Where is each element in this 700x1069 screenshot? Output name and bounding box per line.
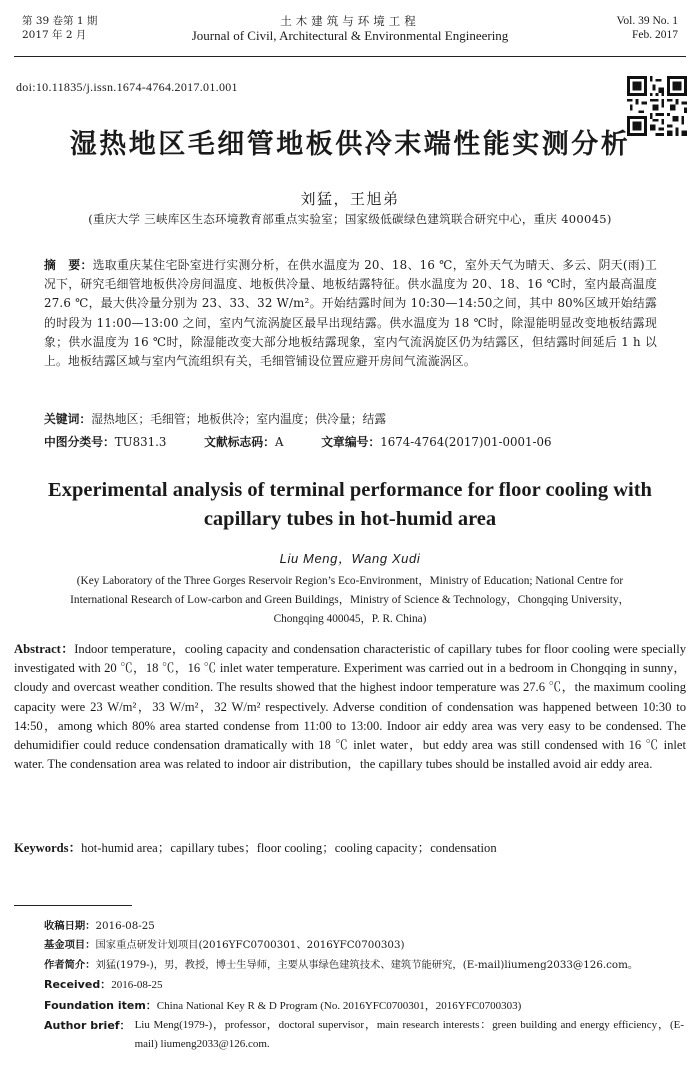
- affiliation-en: (Key Laboratory of the Three Gorges Reservoir Region’s Eco-Environment，Ministry of Education; National Centre for International Research of Low-carbon and Green Buildings，Ministry of Science & Technology，Chongqing University，Chongqing 400045，P. R. China): [70, 575, 630, 626]
- journal-header: [22, 14, 678, 54]
- abstract-en-text: Indoor temperature，cooling capacity and condensation characteristic of capillary tubes for floor cooling were specially investigated with 20 ℃，18 ℃，16 ℃ inlet water temperature. Experiment was carried out in a bedroom in Chongqing in sunny，cloudy and overcast weather condition. The results showed that the highest indoor temperature was 27.6 ℃，the maximum cooling capacity were 23 W/m²，33 W/m²，32 W/m² respectively. Adverse condition of condensation was happened between 10:30 to 14:50，among which 80% area started condense from 11:00 to 13:00. Indoor air eddy area was very easy to be condensed. The dehumidifier could reduce condensation dramatically with 18 ℃ inlet water，but eddy area was still condensed with 16 ℃ inlet water. The condensation area was related to indoor air distribution，the capillary tubes should be installed avoid air eddy area.: [14, 642, 686, 772]
- classification-line: [44, 433, 664, 450]
- doi[interactable]: doi:10.11835/j.issn.1674-4764.2017.01.001: [16, 80, 238, 94]
- document-code: [204, 435, 283, 449]
- header-divider: [14, 56, 686, 57]
- footnote-foundation-en: [44, 996, 684, 1016]
- keywords-en-label: Keywords：: [14, 841, 82, 855]
- footnote-received-en: [44, 975, 684, 995]
- article-number-value: 1674-4764(2017)01-0001-06: [380, 435, 552, 449]
- document-code-label: 文献标志码：: [204, 435, 275, 449]
- footnote-author-brief-en: [44, 1016, 684, 1055]
- keywords-en-text: hot-humid area；capillary tubes；floor cooling；cooling capacity；condensation: [81, 841, 497, 855]
- clc-value: TU831.3: [114, 435, 167, 449]
- abstract-cn-label: 摘 要：: [44, 258, 93, 272]
- article-number: [321, 435, 551, 449]
- author-cn-value: 刘猛(1979-)，男，教授，博士生导师，主要从事绿色建筑技术、建筑节能研究，(E-mail)liumeng2033@126.com。: [95, 958, 639, 971]
- authors-en: Liu Meng，Wang Xudi: [279, 551, 421, 566]
- paper-title-en: Experimental analysis of terminal performance for floor cooling with capillary tubes in hot-humid area: [48, 479, 652, 530]
- footnote-fund-cn: [44, 936, 684, 955]
- volume-issue-cn: 第 39 卷第 1 期: [22, 15, 98, 27]
- received-cn-label: 收稿日期：: [44, 920, 96, 932]
- footnote-author-cn: [44, 956, 684, 975]
- authors-cn: 刘猛，王旭弟: [300, 190, 400, 208]
- author-brief-label: Author brief：: [44, 1019, 131, 1033]
- fund-cn-label: 基金项目：: [44, 939, 96, 952]
- affiliation-cn: (重庆大学 三峡库区生态环境教育部重点实验室；国家级低碳绿色建筑联合研究中心，重庆 400045): [88, 212, 612, 226]
- footnotes: [44, 917, 684, 1055]
- keywords-en: [14, 837, 686, 856]
- author-brief-value: Liu Meng(1979-)，professor，doctoral supervisor，main research interests：green building and energy efficiency，(E-mail) liumeng2033@126.com.: [134, 1019, 684, 1051]
- keywords-cn-text: 湿热地区；毛细管；地板供冷；室内温度；供冷量；结露: [91, 412, 387, 426]
- fund-cn-value: 国家重点研发计划项目(2016YFC0700301、2016YFC0700303): [95, 939, 405, 952]
- footnote-divider: [14, 905, 132, 906]
- author-cn-label: 作者简介：: [44, 958, 96, 971]
- date-cn: 2017 年 2 月: [22, 29, 87, 41]
- journal-name-cn: 土木建筑与环境工程: [280, 14, 420, 28]
- paper-title-cn: 湿热地区毛细管地板供冷末端性能实测分析: [69, 129, 631, 160]
- clc-number: [44, 435, 166, 449]
- received-cn-value: 2016-08-25: [95, 920, 155, 932]
- received-en-value: 2016-08-25: [111, 979, 163, 992]
- date-en: Feb. 2017: [632, 29, 678, 41]
- keywords-cn: [44, 410, 664, 427]
- article-number-label: 文章编号：: [321, 435, 381, 449]
- document-code-value: A: [274, 435, 284, 449]
- received-en-label: Received：: [44, 978, 112, 992]
- journal-name: [22, 14, 678, 44]
- journal-name-en: Journal of Civil, Architectural & Environmental Engineering: [191, 28, 509, 43]
- volume-issue-en: Vol. 39 No. 1: [616, 15, 678, 27]
- foundation-en-label: Foundation item：: [44, 998, 157, 1012]
- footnote-received-cn: [44, 917, 684, 936]
- abstract-en-label: Abstract：: [14, 642, 75, 656]
- abstract-cn: [44, 256, 657, 371]
- volume-info-en: [617, 14, 678, 42]
- keywords-cn-label: 关键词：: [44, 412, 92, 426]
- clc-label: 中图分类号：: [44, 435, 115, 449]
- abstract-en: [14, 640, 686, 774]
- abstract-cn-text: 选取重庆某住宅卧室进行实测分析，在供水温度为 20、18、16 ℃，室外天气为晴天、多云、阴天(雨)工况下，研究毛细管地板供冷房间温度、地板供冷量、地板结露特征。供水温度为 20、18、16 ℃时，室内最高温度 27.6 ℃，最大供冷量分别为 23、33、32 W/m²。开始结露时间为 10:30—14:50之间，其中 80%区域开始结露的时段为 11:00—13:00 之间，室内气流涡旋区最早出现结露。供水温度为 18 ℃时，除湿能明显改变地板结露现象；供水温度为 16 ℃时，除湿能改变大部分地板结露现象，室内气流涡旋区仍为结露区，但结露时间延后 1 h 以上。地板结露区域与室内气流组织有关，毛细管铺设位置应避开房间气流漩涡区。: [44, 258, 657, 369]
- foundation-en-value: China National Key R & D Program (No. 2016YFC0700301，2016YFC0700303): [156, 999, 522, 1012]
